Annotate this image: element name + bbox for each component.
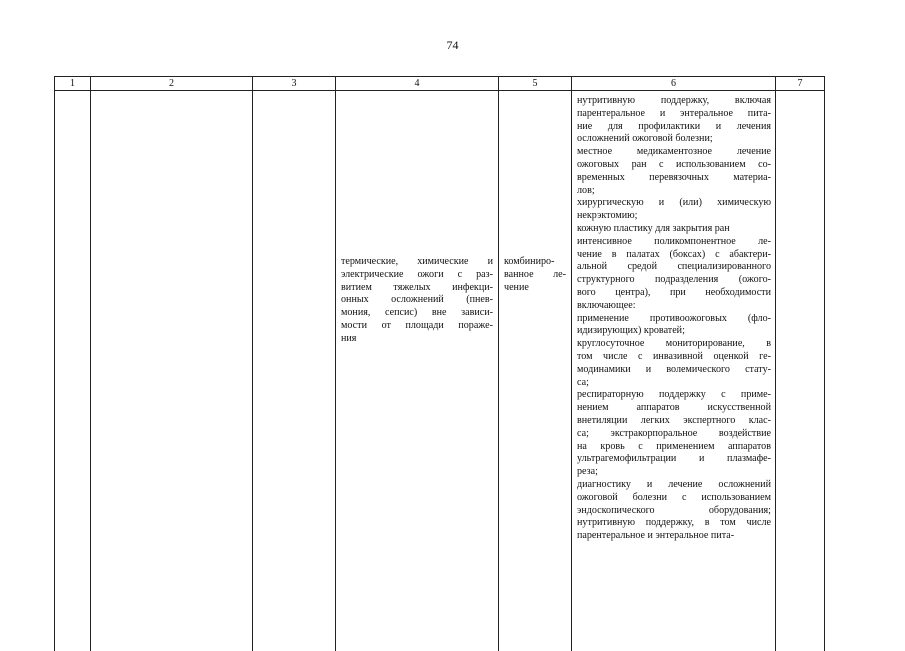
treatment-method-line: круглосуточное мониторирование, в — [577, 338, 771, 350]
column-number-6: 6 — [572, 77, 776, 91]
regulation-table — [54, 76, 825, 651]
cell-col-2 — [91, 91, 253, 651]
treatment-method-line: интенсивное поликомпонентное ле- — [577, 235, 771, 247]
table-row — [55, 91, 825, 651]
cell-col-7 — [776, 91, 825, 651]
treatment-method-line: парентеральное и энтеральное пита- — [577, 530, 735, 542]
treatment-method-line: реза; — [577, 466, 598, 478]
diagnosis-text — [336, 91, 498, 346]
column-number-4: 4 — [336, 77, 499, 91]
treatment-method-line: том числе с инвазивной оценкой ге- — [577, 350, 771, 362]
treatment-method-line: са; — [577, 376, 589, 388]
cell-col-3 — [253, 91, 336, 651]
diagnosis-line: мония, сепсис) вне зависи- — [341, 307, 493, 319]
treatment-method-line: лов; — [577, 184, 595, 196]
column-number-5: 5 — [499, 77, 572, 91]
diagnosis-line: термические, химические и — [341, 256, 493, 267]
treatment-method-line: структурного подразделения (ожого- — [577, 274, 771, 286]
column-number-7: 7 — [776, 77, 825, 91]
treatment-type-line: ванное ле- — [504, 268, 566, 280]
cell-diagnosis — [336, 91, 499, 651]
diagnosis-line: ния — [341, 332, 357, 344]
treatment-type-line: чение — [504, 281, 529, 293]
treatment-method-text — [572, 91, 775, 543]
diagnosis-line: мости от площади пораже- — [341, 319, 493, 331]
treatment-method-line: респираторную поддержку с приме- — [577, 389, 771, 401]
column-number-3: 3 — [253, 77, 336, 91]
treatment-method-line: временных перевязочных материа- — [577, 171, 771, 183]
treatment-method-line: парентеральное и энтеральное пита- — [577, 107, 771, 119]
treatment-method-line: альной средой специализированного — [577, 261, 771, 273]
treatment-method-line: са; экстракорпоральное воздействие — [577, 427, 771, 439]
treatment-type-text — [499, 91, 571, 294]
treatment-method-line: ожоговой болезни с использованием — [577, 491, 771, 503]
cell-treatment-method — [572, 91, 776, 651]
treatment-method-line: идизирующих) кроватей; — [577, 325, 685, 337]
treatment-method-line: ультрагемофильтрации и плазмафе- — [577, 453, 771, 465]
treatment-method-line: на кровь с применением аппаратов — [577, 440, 771, 452]
treatment-method-line: некрэктомию; — [577, 210, 638, 222]
diagnosis-line: онных осложнений (пнев- — [341, 294, 493, 306]
treatment-method-line: чение в палатах (боксах) с абактери- — [577, 248, 771, 260]
treatment-method-line: внетиляции легких экспертного клас- — [577, 414, 771, 426]
treatment-method-line: нением аппаратов искусственной — [577, 402, 771, 414]
cell-col-1 — [55, 91, 91, 651]
column-number-row — [55, 77, 825, 91]
treatment-method-line: осложнений ожоговой болезни; — [577, 133, 713, 145]
treatment-method-line: нутритивную поддержку, включая — [577, 95, 771, 106]
column-number-2: 2 — [91, 77, 253, 91]
treatment-method-line: включающее: — [577, 299, 636, 311]
treatment-method-line: нутритивную поддержку, в том числе — [577, 517, 771, 529]
treatment-method-line: вого центра), при необходимости — [577, 286, 771, 298]
treatment-method-line: кожную пластику для закрытия ран — [577, 222, 730, 234]
treatment-method-line: хирургическую и (или) химическую — [577, 197, 771, 209]
treatment-method-line: местное медикаментозное лечение — [577, 146, 771, 158]
treatment-method-line: ожоговых ран с использованием со- — [577, 158, 771, 170]
diagnosis-line: электрические ожоги с раз- — [341, 268, 493, 280]
page-number: 74 — [446, 38, 459, 52]
treatment-method-line: эндоскопического оборудования; — [577, 504, 771, 516]
column-number-1: 1 — [55, 77, 91, 91]
treatment-method-line: ние для профилактики и лечения — [577, 120, 771, 132]
treatment-type-line: комбиниро- — [504, 256, 555, 267]
treatment-method-line: модинамики и волемического стату- — [577, 363, 771, 375]
treatment-method-line: применение противоожоговых (фло- — [577, 312, 771, 324]
treatment-method-line: диагностику и лечение осложнений — [577, 478, 771, 490]
diagnosis-line: витием тяжелых инфекци- — [341, 281, 493, 293]
cell-treatment-type — [499, 91, 572, 651]
